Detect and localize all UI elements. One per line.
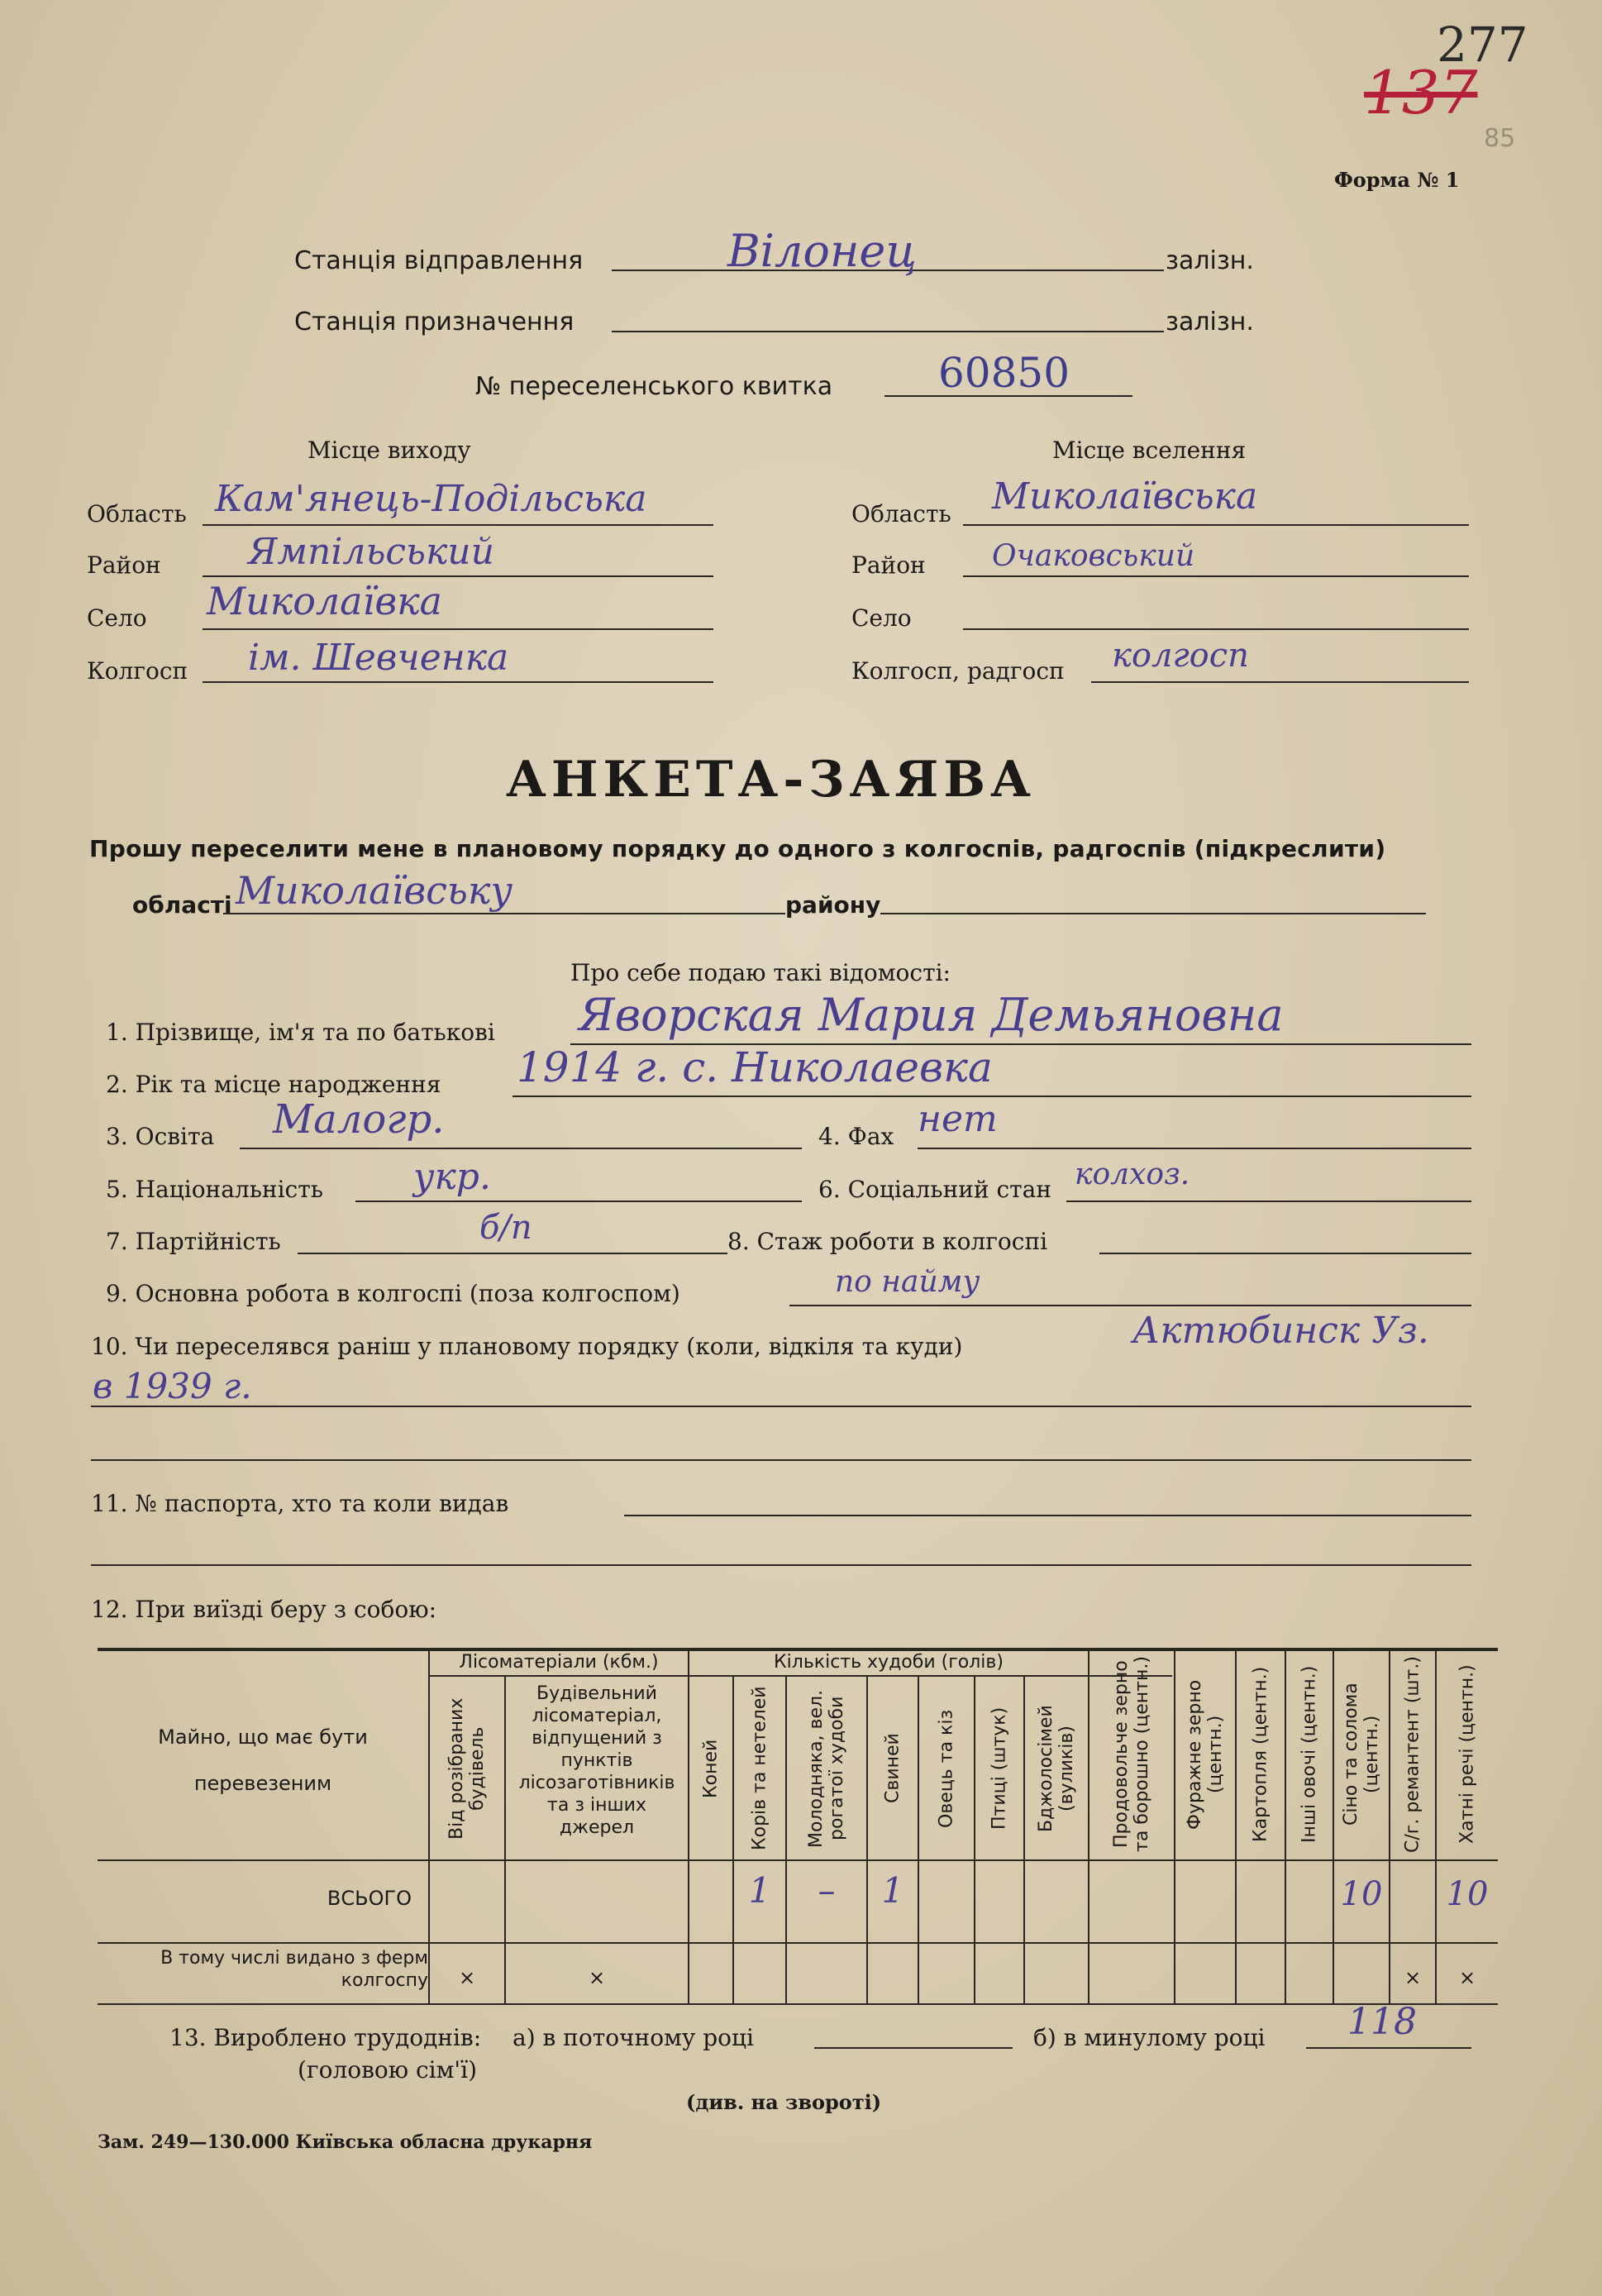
destination-kolhosp-value: колгосп: [1112, 637, 1249, 675]
origin-raion-label: Район: [87, 551, 161, 579]
destination-kolhosp-label: Колгосп, радгосп: [851, 657, 1065, 685]
station-destination-suffix: залізн.: [1166, 308, 1254, 337]
destination-heading: Місце вселення: [1052, 437, 1247, 464]
row-total-label: ВСЬОГО: [327, 1887, 412, 1910]
station-departure-suffix: залізн.: [1166, 246, 1254, 275]
col-cows: Корів та нетелей: [749, 1686, 770, 1851]
page-title: АНКЕТА-ЗАЯВА: [506, 751, 1036, 809]
q4-label: 4. Фах: [818, 1123, 894, 1150]
workdays-sub: (головою сім'ї): [298, 2056, 477, 2084]
col-veg: Інші овочі (центн.): [1299, 1665, 1320, 1844]
col-pigs: Свиней: [882, 1733, 904, 1804]
q3-label: 3. Освіта: [106, 1123, 215, 1150]
workdays-last-label: б) в минулому році: [1033, 2024, 1266, 2051]
archive-number-new: 277: [1437, 17, 1528, 73]
workdays-current-label: а) в поточному році: [513, 2024, 754, 2051]
q7-label: 7. Партійність: [106, 1228, 281, 1255]
cross-mark: ×: [588, 1966, 606, 1989]
archive-number-pencil: 85: [1484, 124, 1516, 153]
origin-oblast-label: Область: [87, 500, 187, 527]
col-sheep: Овець та кіз: [936, 1709, 957, 1828]
property-table: [98, 1648, 1498, 2005]
cross-mark: ×: [1458, 1966, 1476, 1989]
q9-value: по найму: [835, 1265, 980, 1299]
turn-over-note: (див. на звороті): [686, 2090, 882, 2114]
total-pigs: 1: [881, 1870, 904, 1911]
q2-value: 1914 г. с. Николаевка: [517, 1043, 993, 1091]
col-building: Будівельний лісоматеріал, відпущений з пунктів лісозаготівників та з інших джерел: [518, 1683, 675, 1838]
col-feed-grain: Фуражне зерно (центн.): [1185, 1679, 1226, 1830]
q12-label: 12. При виїзді беру з собою:: [91, 1596, 437, 1623]
origin-selo-value: Миколаївка: [207, 579, 442, 623]
destination-oblast-label: Область: [851, 500, 951, 527]
q6-value: колхоз.: [1075, 1158, 1190, 1191]
workdays-label: 13. Вироблено трудоднів:: [169, 2024, 482, 2051]
destination-oblast-value: Миколаївська: [992, 475, 1258, 518]
q1-value: Яворская Мария Демьяновна: [579, 989, 1284, 1041]
request-raion-label: району: [785, 891, 881, 919]
q7-value: б/п: [479, 1209, 532, 1247]
origin-kolhosp-label: Колгосп: [87, 657, 188, 685]
origin-kolhosp-value: ім. Шевченка: [248, 637, 509, 679]
station-destination-label: Станція призначення: [294, 308, 575, 337]
col-birds: Птиці (штук): [989, 1706, 1010, 1831]
q5-label: 5. Національність: [106, 1176, 323, 1203]
total-young: –: [818, 1870, 836, 1911]
request-oblast-label: області: [132, 891, 232, 919]
station-departure-value: Вілонец: [727, 225, 918, 277]
col-horses: Коней: [700, 1739, 722, 1798]
form-number: Форма № 1: [1334, 168, 1460, 192]
q2-label: 2. Рік та місце народження: [106, 1071, 441, 1098]
q9-label: 9. Основна робота в колгоспі (поза колгоспом): [106, 1280, 680, 1307]
q11-label: 11. № паспорта, хто та коли видав: [91, 1490, 509, 1517]
q6-label: 6. Соціальний стан: [818, 1176, 1051, 1203]
col-tools: С/г. ремантент (шт.): [1402, 1656, 1423, 1853]
col-hay: Сіно та солома (центн.): [1341, 1683, 1382, 1826]
q10-value: Актюбинск Уз.: [1132, 1310, 1429, 1352]
row-farm-label: В тому числі видано з ферм колгоспу: [160, 1948, 428, 1991]
printer-imprint: Зам. 249—130.000 Київська обласна друкарня: [98, 2131, 593, 2153]
q10-label: 10. Чи переселявся раніш у плановому порядку (коли, відкіля та куди): [91, 1333, 963, 1360]
ticket-label: № переселенського квитка: [475, 372, 833, 401]
q4-value: нет: [918, 1098, 998, 1140]
station-departure-label: Станція відправлення: [294, 246, 584, 275]
archive-number-old: 137: [1364, 58, 1478, 127]
q8-label: 8. Стаж роботи в колгоспі: [727, 1228, 1048, 1255]
property-header: Майно, що має бути перевезеним: [158, 1726, 368, 1795]
intro-text: Про себе подаю такі відомості:: [570, 959, 951, 986]
col-young: Молодняка, вел. рогатої худоби: [806, 1689, 847, 1848]
cross-mark: ×: [458, 1966, 476, 1989]
cross-mark: ×: [1404, 1966, 1422, 1989]
destination-raion-value: Очаковський: [992, 539, 1195, 573]
request-line: Прошу переселити мене в плановому порядку до одного з колгоспів, радгоспів (підкреслити): [89, 835, 1386, 862]
col-potato: Картопля (центн.): [1250, 1666, 1271, 1843]
col-household: Хатні речі (центн.): [1457, 1664, 1478, 1845]
origin-raion-value: Ямпільський: [248, 531, 494, 573]
total-household: 10: [1446, 1875, 1489, 1913]
destination-raion-label: Район: [851, 551, 926, 579]
col-bees: Бджолосімей (вуликів): [1036, 1705, 1077, 1832]
workdays-last-value: 118: [1347, 2001, 1417, 2043]
livestock-group-header: Кількість худоби (голів): [774, 1652, 1004, 1673]
total-hay: 10: [1340, 1875, 1383, 1913]
origin-selo-label: Село: [87, 604, 147, 632]
col-food-grain: Продовольче зерно та борошно (центн.): [1111, 1656, 1152, 1853]
q10-value-continued: в 1939 г.: [93, 1366, 252, 1406]
q3-value: Малогр.: [273, 1096, 445, 1143]
origin-heading: Місце виходу: [308, 437, 471, 464]
q1-label: 1. Прізвище, ім'я та по батькові: [106, 1019, 495, 1046]
total-cows: 1: [748, 1870, 771, 1911]
lumber-group-header: Лісоматеріали (кбм.): [459, 1652, 659, 1673]
origin-oblast-value: Кам'янець-Подільська: [215, 478, 647, 520]
destination-selo-label: Село: [851, 604, 912, 632]
q5-value: укр.: [413, 1156, 491, 1198]
request-oblast-value: Миколаївську: [236, 868, 513, 913]
ticket-value: 60850: [938, 349, 1070, 397]
col-dismantled: Від розібраних будівель: [446, 1697, 488, 1840]
